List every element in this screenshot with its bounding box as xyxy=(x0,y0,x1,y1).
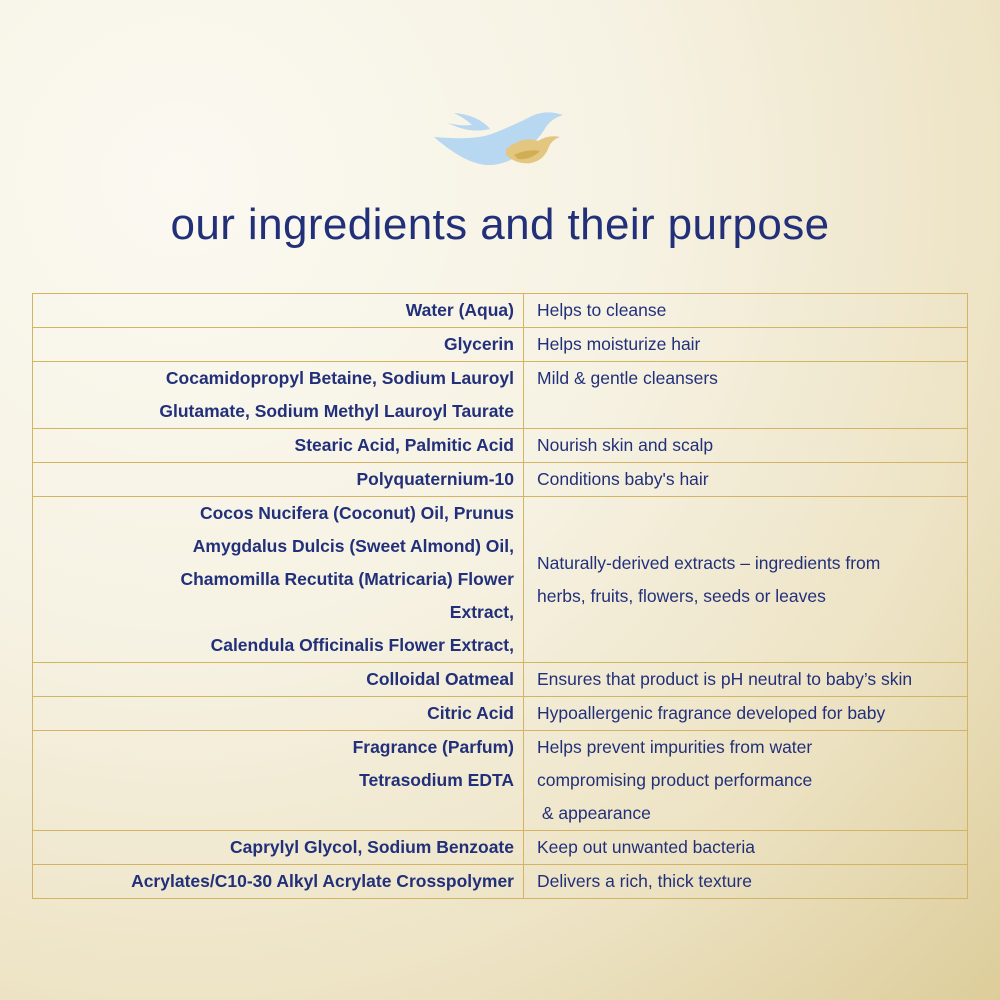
ingredient-purpose-cell xyxy=(524,497,968,663)
ingredient-purpose: Naturally-derived extracts – ingredients from xyxy=(537,552,881,573)
ingredient-name: Glutamate, Sodium Methyl Lauroyl Taurate xyxy=(159,401,514,421)
table-row xyxy=(33,697,968,731)
ingredient-name-cell xyxy=(33,663,524,697)
table-row xyxy=(33,463,968,497)
ingredient-purpose-cell xyxy=(524,663,968,697)
ingredient-name-cell xyxy=(33,865,524,899)
ingredient-purpose-cell xyxy=(524,328,968,362)
ingredient-name: Citric Acid xyxy=(427,703,514,723)
ingredient-name: Water (Aqua) xyxy=(405,300,514,320)
table-row xyxy=(33,731,968,831)
table-row xyxy=(33,497,968,663)
table-row xyxy=(33,831,968,865)
ingredient-name-cell xyxy=(33,697,524,731)
ingredient-name: Fragrance (Parfum) xyxy=(352,737,514,757)
ingredient-purpose: Delivers a rich, thick texture xyxy=(537,871,752,891)
ingredient-purpose: compromising product performance xyxy=(537,770,813,790)
ingredient-name: Calendula Officinalis Flower Extract, xyxy=(210,635,514,655)
ingredient-purpose: herbs, fruits, flowers, seeds or leaves xyxy=(537,585,826,606)
ingredient-name-cell xyxy=(33,731,524,831)
table-row xyxy=(33,362,968,429)
ingredient-purpose: Ensures that product is pH neutral to baby’s skin xyxy=(537,669,913,689)
ingredient-name: Caprylyl Glycol, Sodium Benzoate xyxy=(230,837,514,857)
table-row xyxy=(33,294,968,328)
ingredient-name-cell xyxy=(33,328,524,362)
ingredient-name: Extract, xyxy=(449,602,514,622)
ingredient-name: Polyquaternium-10 xyxy=(356,469,514,489)
ingredient-name-cell xyxy=(33,463,524,497)
ingredient-purpose-cell xyxy=(524,362,968,429)
ingredient-name: Stearic Acid, Palmitic Acid xyxy=(294,435,514,455)
table-row xyxy=(33,663,968,697)
ingredient-purpose-cell xyxy=(524,731,968,831)
table-row xyxy=(33,328,968,362)
ingredient-purpose: Hypoallergenic fragrance developed for baby xyxy=(537,703,886,723)
ingredient-purpose-cell xyxy=(524,294,968,328)
page-title: our ingredients and their purpose xyxy=(170,200,830,249)
ingredient-name: Cocamidopropyl Betaine, Sodium Lauroyl xyxy=(165,368,514,388)
ingredient-purpose: Keep out unwanted bacteria xyxy=(537,837,755,857)
ingredient-purpose: Helps to cleanse xyxy=(537,300,667,320)
ingredient-purpose-cell xyxy=(524,697,968,731)
ingredient-purpose: & appearance xyxy=(537,803,651,823)
ingredient-name: Chamomilla Recutita (Matricaria) Flower xyxy=(180,569,514,589)
ingredient-purpose-cell xyxy=(524,463,968,497)
ingredient-name-cell xyxy=(33,831,524,865)
ingredient-purpose-cell xyxy=(524,865,968,899)
ingredient-purpose-cell xyxy=(524,831,968,865)
ingredient-purpose: Helps moisturize hair xyxy=(537,334,701,354)
ingredient-name: Cocos Nucifera (Coconut) Oil, Prunus xyxy=(199,503,514,523)
ingredient-name: Glycerin xyxy=(443,334,514,354)
ingredient-name: Colloidal Oatmeal xyxy=(366,669,514,689)
ingredient-purpose: Helps prevent impurities from water xyxy=(537,737,813,757)
ingredient-name-cell xyxy=(33,429,524,463)
ingredient-name-cell xyxy=(33,362,524,429)
ingredient-purpose: Nourish skin and scalp xyxy=(537,435,714,455)
ingredient-purpose: Conditions baby's hair xyxy=(537,469,709,489)
ingredient-name: Tetrasodium EDTA xyxy=(359,770,514,790)
table-row xyxy=(33,865,968,899)
ingredient-name: Amygdalus Dulcis (Sweet Almond) Oil, xyxy=(192,536,514,556)
ingredient-name: Acrylates/C10-30 Alkyl Acrylate Crosspolymer xyxy=(131,871,514,891)
ingredient-name-cell xyxy=(33,294,524,328)
ingredient-purpose-cell xyxy=(524,429,968,463)
table-row xyxy=(33,429,968,463)
ingredients-table xyxy=(32,293,968,899)
dove-bird-icon xyxy=(430,105,570,175)
ingredient-purpose: Mild & gentle cleansers xyxy=(537,368,718,388)
ingredient-name-cell xyxy=(33,497,524,663)
